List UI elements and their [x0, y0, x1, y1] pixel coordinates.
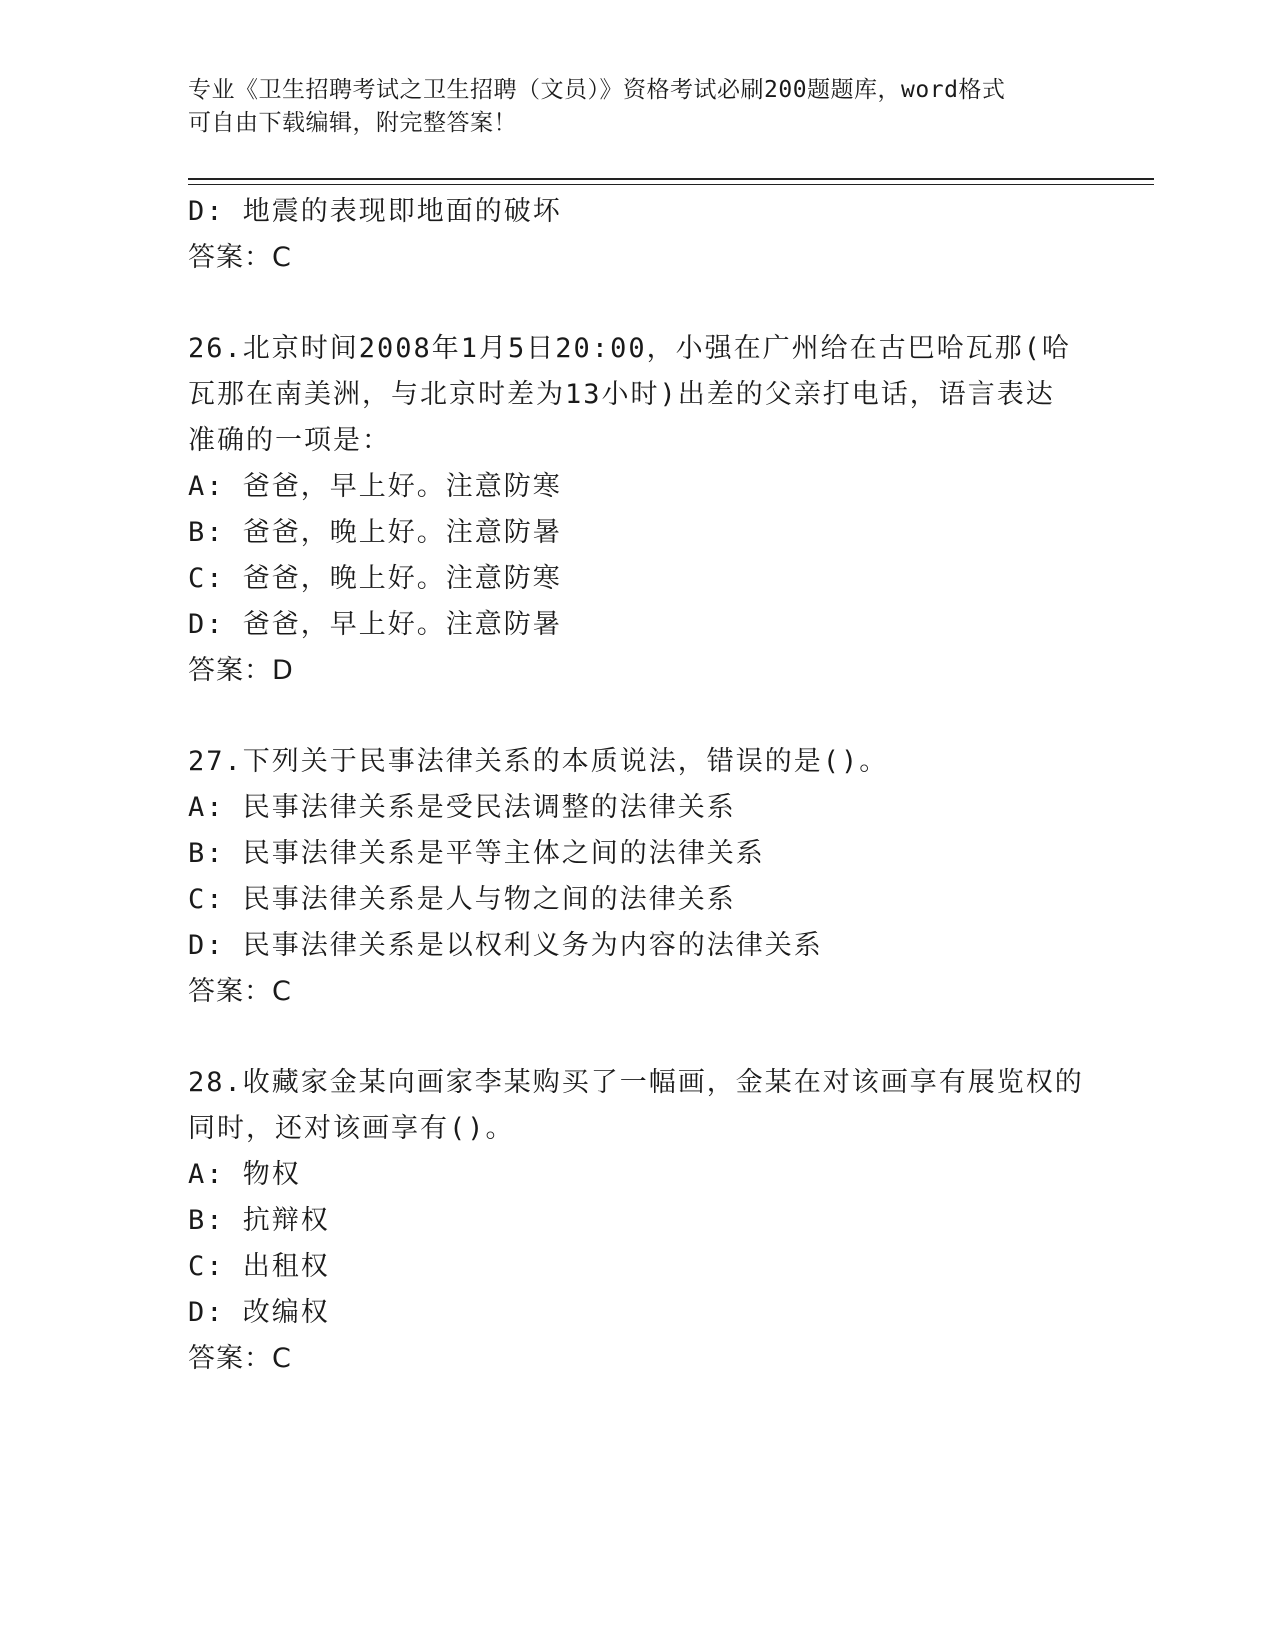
- question-28: [188, 1060, 1108, 1382]
- header-title-line-1: 专业《卫生招聘考试之卫生招聘（文员）》资格考试必刷200题题库，word格式: [188, 77, 1006, 103]
- option-d: D: 爸爸，早上好。注意防暑: [188, 609, 562, 640]
- question-list: [188, 189, 1108, 1382]
- option-d: D: 地震的表现即地面的破坏: [188, 196, 562, 227]
- option-c: C: 出租权: [188, 1251, 330, 1282]
- answer-line: 答案：C: [188, 976, 292, 1007]
- question-stem: 26.北京时间2008年1月5日20:00，小强在广州给在古巴哈瓦那(哈: [188, 333, 1071, 364]
- question-stem: 同时，还对该画享有()。: [188, 1113, 515, 1144]
- document-header: [188, 74, 1088, 140]
- answer-line: 答案：C: [188, 1343, 292, 1374]
- option-b: B: 民事法律关系是平等主体之间的法律关系: [188, 838, 765, 869]
- header-divider-thin: [188, 184, 1154, 185]
- answer-line: 答案：D: [188, 655, 294, 686]
- answer-line: 答案：C: [188, 242, 292, 273]
- question-27: [188, 739, 1108, 1015]
- question-stem: 准确的一项是：: [188, 425, 391, 456]
- option-d: D: 民事法律关系是以权利义务为内容的法律关系: [188, 930, 823, 961]
- question-26: [188, 326, 1108, 694]
- header-divider-thick: [188, 178, 1154, 180]
- question-stem: 28.收藏家金某向画家李某购买了一幅画，金某在对该画享有展览权的: [188, 1067, 1084, 1098]
- option-a: A: 爸爸，早上好。注意防寒: [188, 471, 562, 502]
- question-stem: 瓦那在南美洲，与北京时差为13小时)出差的父亲打电话，语言表达: [188, 379, 1055, 410]
- spacer: [188, 1015, 1108, 1060]
- option-b: B: 爸爸，晚上好。注意防暑: [188, 517, 562, 548]
- option-a: A: 物权: [188, 1159, 301, 1190]
- spacer: [188, 281, 1108, 326]
- option-d: D: 改编权: [188, 1297, 330, 1328]
- question-25-tail: [188, 189, 1108, 281]
- header-title-line-2: 可自由下载编辑，附完整答案！: [188, 110, 517, 136]
- spacer: [188, 694, 1108, 739]
- option-a: A: 民事法律关系是受民法调整的法律关系: [188, 792, 736, 823]
- question-stem: 27.下列关于民事法律关系的本质说法，错误的是()。: [188, 746, 889, 777]
- option-c: C: 爸爸，晚上好。注意防寒: [188, 563, 562, 594]
- option-c: C: 民事法律关系是人与物之间的法律关系: [188, 884, 736, 915]
- option-b: B: 抗辩权: [188, 1205, 330, 1236]
